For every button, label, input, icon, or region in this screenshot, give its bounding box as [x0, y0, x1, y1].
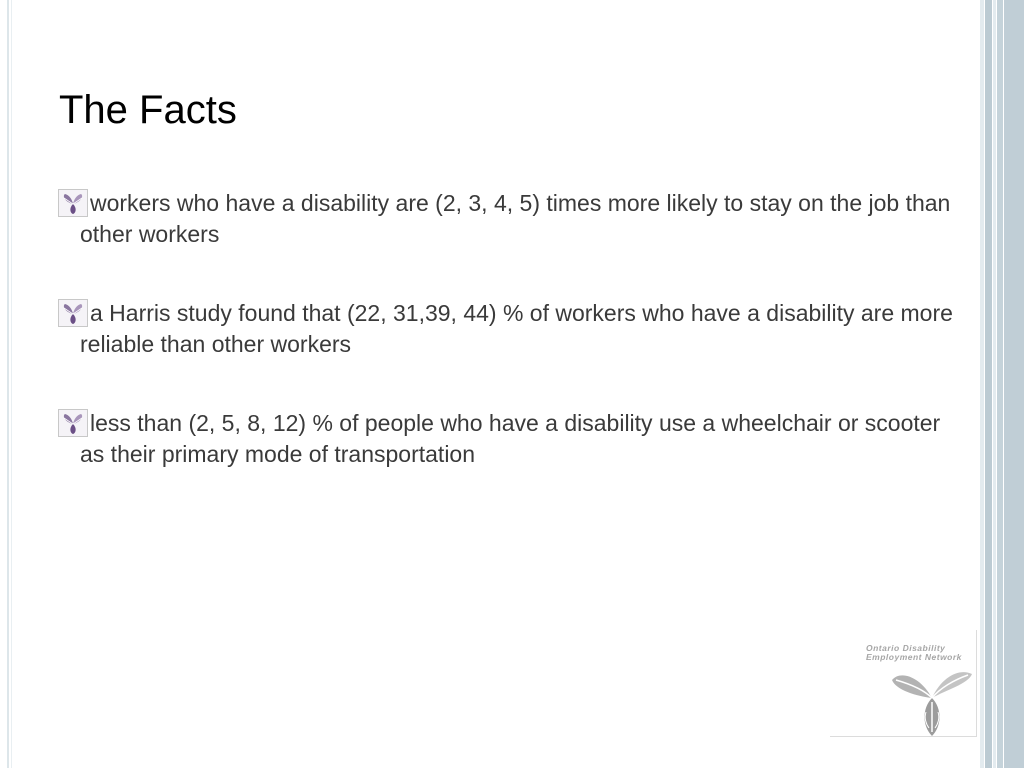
bullet-text: a Harris study found that (22, 31,39, 44) % of workers who have a disability are more reliable than other workers: [80, 300, 953, 357]
bullet-list: [58, 188, 970, 518]
bullet-item: [58, 188, 970, 250]
bullet-item: [58, 298, 970, 360]
bullet-text: workers who have a disability are (2, 3, 4, 5) times more likely to stay on the job than other workers: [80, 190, 951, 247]
logo-line-1: Ontario Disability: [866, 643, 946, 653]
bullet-item: [58, 408, 970, 470]
slide-title: The Facts: [59, 88, 237, 132]
trillium-logo-icon: [886, 660, 976, 743]
bullet-text: less than (2, 5, 8, 12) % of people who have a disability use a wheelchair or scooter as their primary mode of transportation: [80, 410, 941, 467]
left-border-line-inner: [11, 0, 12, 768]
left-border-line: [7, 0, 9, 768]
right-decorative-stripes: [980, 0, 1024, 768]
logo-line-2: Employment Network: [866, 652, 962, 662]
trillium-flower-icon: [58, 409, 88, 437]
trillium-flower-icon: [58, 189, 88, 217]
odem-logo: [830, 630, 977, 737]
trillium-flower-icon: [58, 299, 88, 327]
